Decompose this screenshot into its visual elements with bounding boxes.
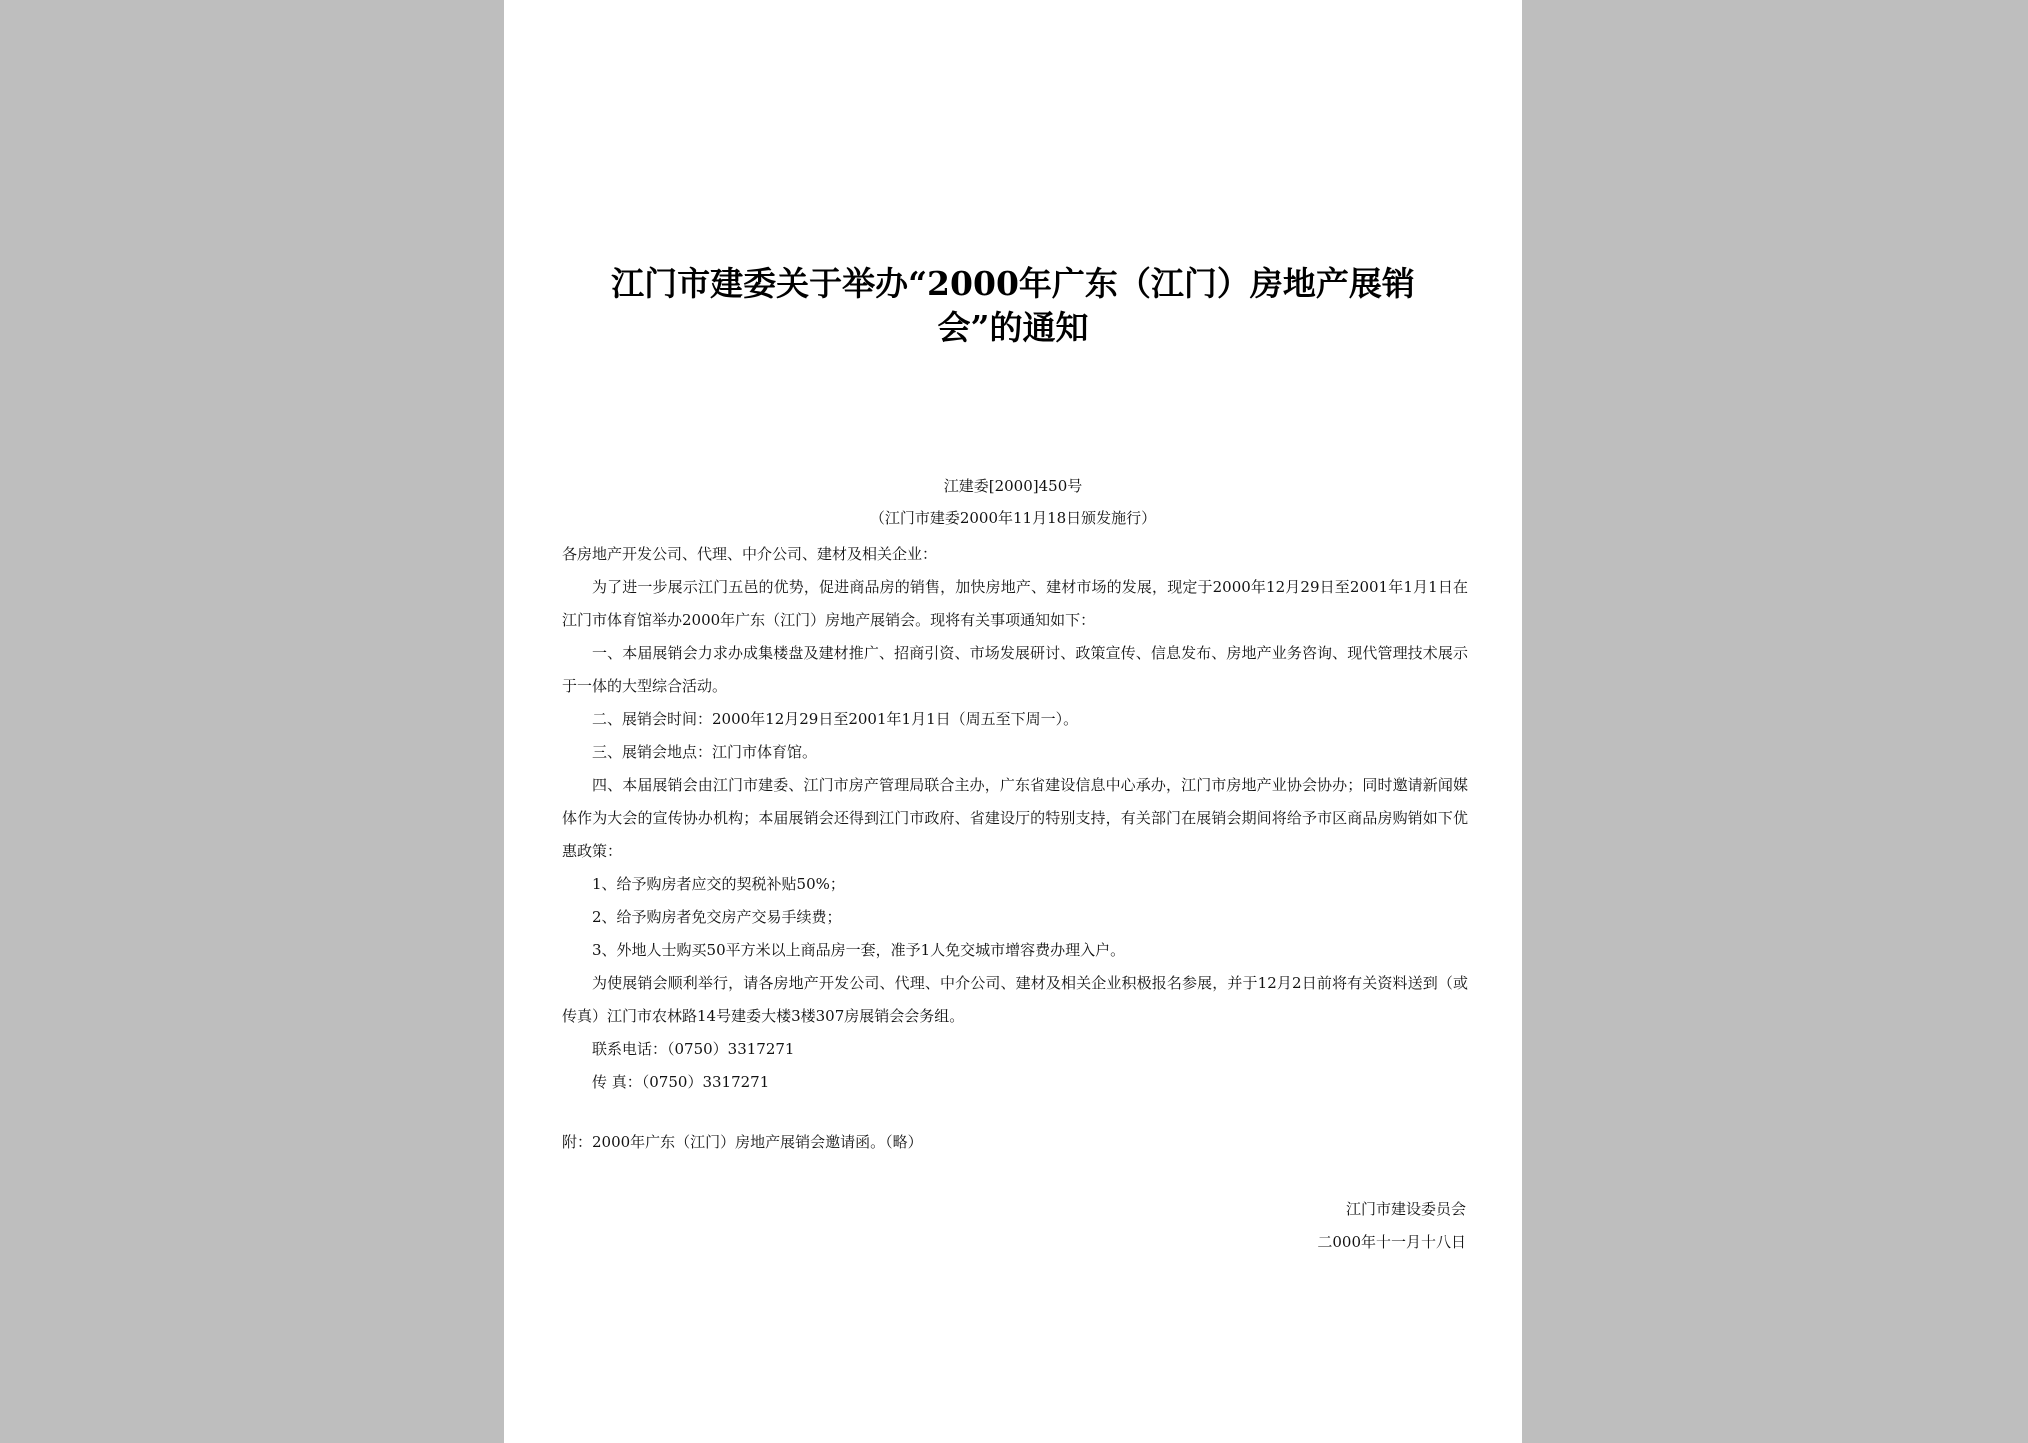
- issued-note: （江门市建委2000年11月18日颁发施行）: [869, 509, 1157, 527]
- policy-item-1: 1、给予购房者应交的契税补贴50%；: [592, 875, 845, 893]
- paragraph-item-3: 三、展销会地点：江门市体育馆。: [592, 743, 818, 761]
- policy-item-3: 3、外地人士购买50平方米以上商品房一套，准予1人免交城市增容费办理入户。: [592, 941, 1126, 959]
- paragraph-item-2: 二、展销会时间：2000年12月29日至2001年1月1日（周五至下周一）。: [592, 710, 1079, 728]
- attachment-note: 附：2000年广东（江门）房地产展销会邀请函。（略）: [562, 1133, 923, 1151]
- signature-organization: 江门市建设委员会: [1345, 1200, 1466, 1218]
- document-body: [562, 538, 1468, 1099]
- paragraph-item-4: 四、本届展销会由江门市建委、江门市房产管理局联合主办，广东省建设信息中心承办，江门市房地产业协会协办；同时邀请新闻媒体作为大会的宣传协办机构；本届展销会还得到江门市政府、省建设厅的特别支持，有关部门在展销会期间将给予市区商品房购销如下优惠政策：: [562, 776, 1468, 860]
- title-line-1: 江门市建委关于举办“2000年广东（江门）房地产展销: [611, 264, 1415, 303]
- paragraph-intro: 为了进一步展示江门五邑的优势，促进商品房的销售，加快房地产、建材市场的发展，现定于2000年12月29日至2001年1月1日在江门市体育馆举办2000年广东（江门）房地产展销会。现将有关事项通知如下：: [562, 578, 1468, 629]
- paragraph-closing: 为使展销会顺利举行，请各房地产开发公司、代理、中介公司、建材及相关企业积极报名参展，并于12月2日前将有关资料送到（或传真）江门市农林路14号建委大楼3楼307房展销会会务组。: [562, 974, 1468, 1025]
- contact-phone: 联系电话：（0750）3317271: [592, 1040, 795, 1058]
- policy-item-2: 2、给予购房者免交房产交易手续费；: [592, 908, 842, 926]
- contact-fax: 传 真：（0750）3317271: [592, 1073, 770, 1091]
- document-page: [504, 0, 1522, 1443]
- addressee: 各房地产开发公司、代理、中介公司、建材及相关企业：: [562, 545, 938, 563]
- document-number: 江建委[2000]450号: [943, 477, 1083, 495]
- signature-date: 二000年十一月十八日: [1317, 1233, 1466, 1251]
- document-title: [544, 262, 1482, 350]
- paragraph-item-1: 一、本届展销会力求办成集楼盘及建材推广、招商引资、市场发展研讨、政策宣传、信息发布、房地产业务咨询、现代管理技术展示于一体的大型综合活动。: [562, 644, 1468, 695]
- title-line-2: 会”的通知: [937, 308, 1089, 347]
